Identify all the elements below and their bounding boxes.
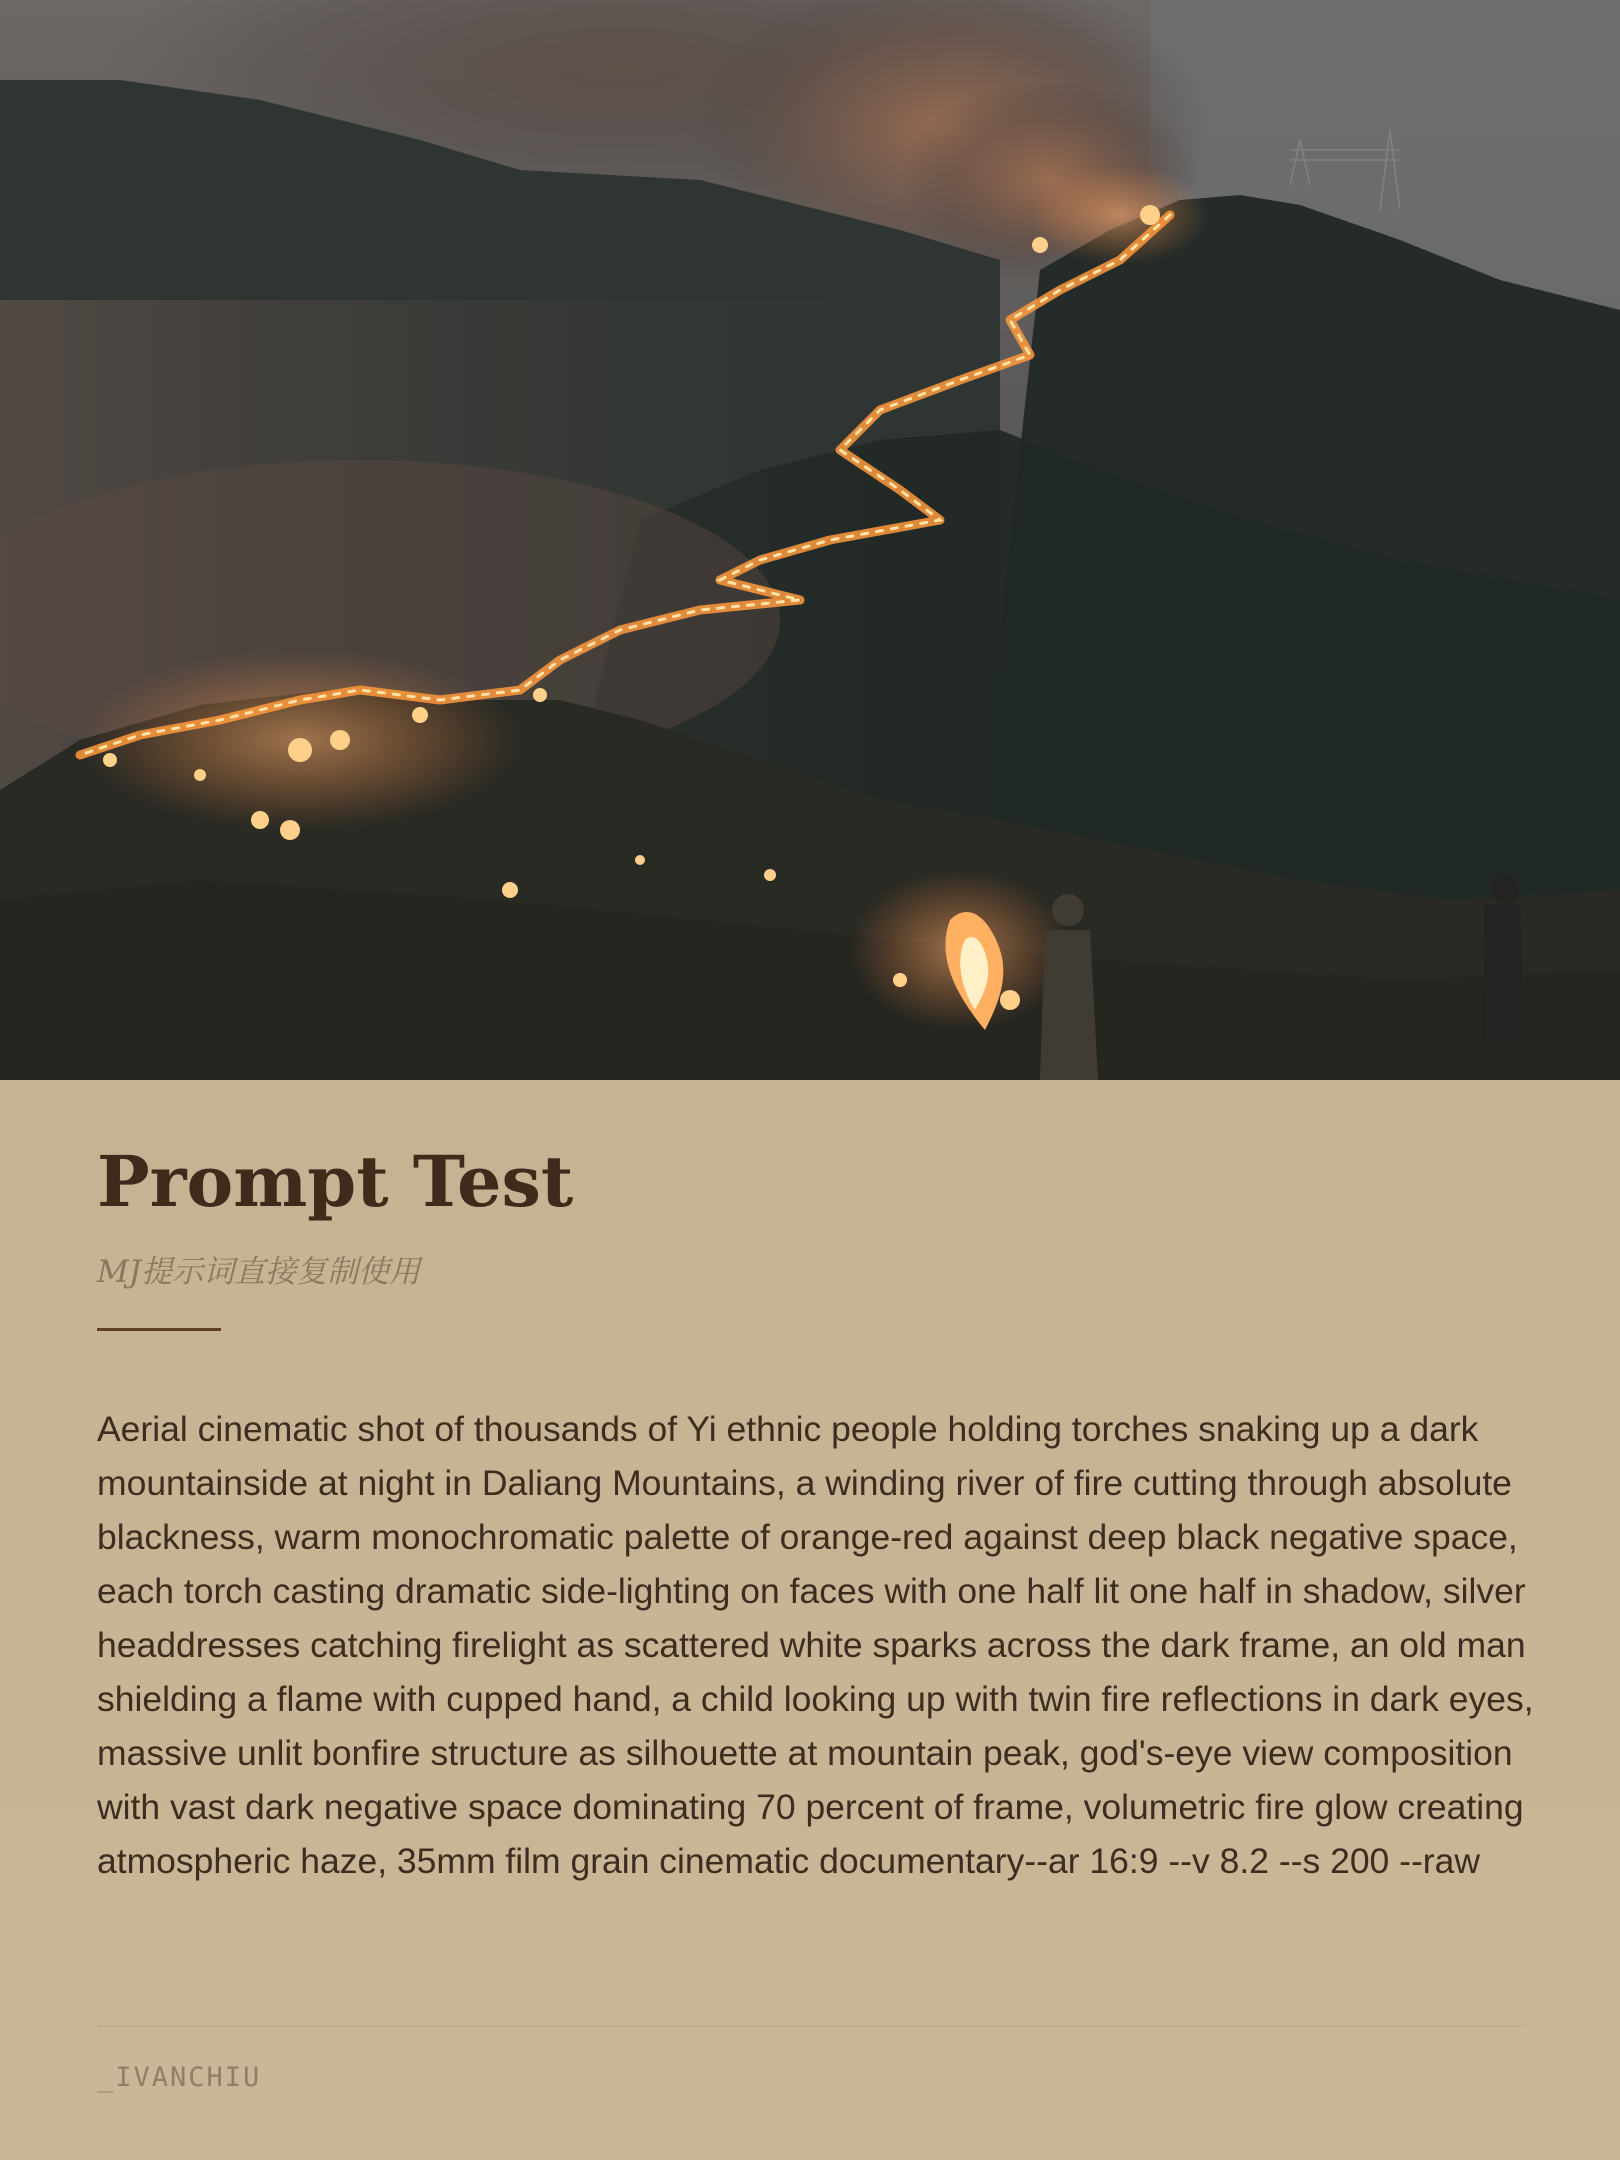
subtitle: MJ提示词直接复制使用 [97,1254,421,1290]
author-signature: _IVANCHIU [97,2062,262,2093]
page-title: Prompt Test [97,1140,574,1223]
footer-divider [97,2025,1525,2027]
accent-divider [97,1328,221,1331]
prompt-text[interactable]: Aerial cinematic shot of thousands of Yi ethnic people holding torches snaking up a dark mountainside at night in Daliang Mountains, a winding river of fire cutting through absolute blackness, warm monochromatic palette of orange-red against deep black negative space, each torch casting dramatic side-lighting on faces with one half lit one half in shadow, silver headdresses catching firelight as scattered white sparks across the dark frame, an old man shielding a flame with cupped hand, a child looking up with twin fire reflections in dark eyes, massive unlit bonfire structure as silhouette at mountain peak, god's-eye view composition with vast dark negative space dominating 70 percent of frame, volumetric fire glow creating atmospheric haze, 35mm film grain cinematic documentary--ar 16:9 --v 8.2 --s 200 --raw [97,1409,1534,1881]
